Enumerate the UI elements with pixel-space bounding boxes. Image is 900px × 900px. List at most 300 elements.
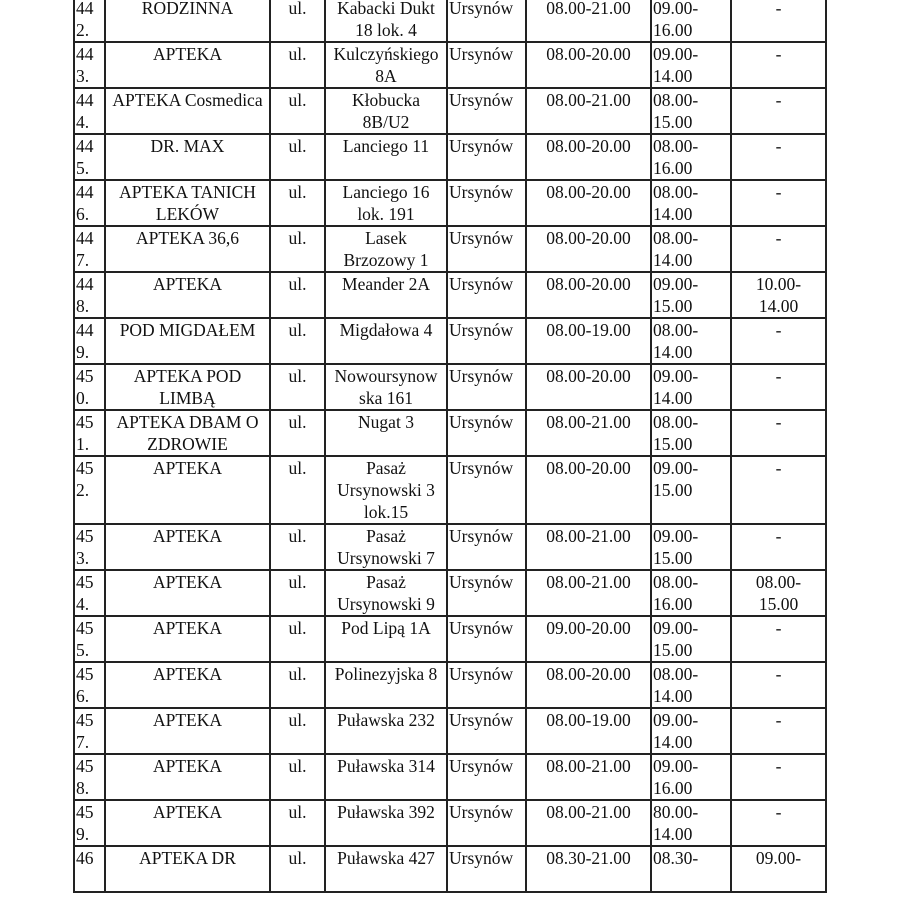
pharmacy-name-text: APTEKA TANICH: [119, 182, 256, 202]
cell-street-address: [325, 662, 447, 708]
cell-saturday-hours: [651, 708, 731, 754]
cell-weekday-hours: [526, 524, 651, 570]
cell-pharmacy-name: [105, 524, 270, 570]
row-number-text: 8.: [76, 296, 90, 316]
cell-sunday-hours: [731, 364, 826, 410]
saturday-hours-text: 08.00-: [653, 90, 699, 110]
cell-row-number: [74, 754, 105, 800]
street-type-text: ul.: [288, 664, 307, 684]
row-number-text: 4.: [76, 594, 90, 614]
cell-district: [447, 456, 526, 524]
cell-saturday-hours: [651, 524, 731, 570]
cell-weekday-hours: [526, 754, 651, 800]
cell-weekday-hours: [526, 662, 651, 708]
row-number-text: 46: [76, 848, 94, 868]
cell-row-number: [74, 318, 105, 364]
cell-row-number: [74, 272, 105, 318]
row-number-text: 45: [76, 526, 94, 546]
row-number-text: 1.: [76, 434, 90, 454]
street-type-text: ul.: [288, 274, 307, 294]
district-text: Ursynów: [449, 664, 514, 684]
sunday-hours-text: 14.00: [758, 296, 799, 316]
saturday-hours-text: 08.00-: [653, 136, 699, 156]
cell-street-address: [325, 570, 447, 616]
cell-district: [447, 134, 526, 180]
cell-pharmacy-name: [105, 226, 270, 272]
street-type-text: ul.: [288, 756, 307, 776]
row-number-text: 44: [76, 44, 94, 64]
cell-sunday-hours: [731, 272, 826, 318]
cell-district: [447, 524, 526, 570]
cell-street-type: [270, 410, 325, 456]
table-row: [74, 524, 826, 570]
cell-pharmacy-name: [105, 0, 270, 42]
cell-weekday-hours: [526, 410, 651, 456]
saturday-hours-text: 16.00: [653, 20, 693, 40]
pharmacy-name-text: APTEKA: [152, 274, 223, 294]
street-address-text: Ursynowski 3: [337, 480, 435, 500]
cell-weekday-hours: [526, 226, 651, 272]
district-text: Ursynów: [449, 228, 514, 248]
district-text: Ursynów: [449, 366, 514, 386]
pharmacy-name-text: APTEKA: [152, 44, 223, 64]
saturday-hours-text: 14.00: [653, 824, 693, 844]
cell-weekday-hours: [526, 456, 651, 524]
cell-pharmacy-name: [105, 570, 270, 616]
cell-pharmacy-name: [105, 456, 270, 524]
cell-row-number: [74, 662, 105, 708]
saturday-hours-text: 08.00-: [653, 412, 699, 432]
sunday-hours-text: -: [775, 136, 782, 156]
cell-saturday-hours: [651, 42, 731, 88]
street-type-text: ul.: [288, 572, 307, 592]
weekday-hours-text: 08.00-20.00: [546, 136, 631, 156]
street-address-text: Pasaż: [366, 458, 406, 478]
cell-street-address: [325, 134, 447, 180]
cell-street-address: [325, 272, 447, 318]
pharmacy-name-text: APTEKA: [152, 802, 223, 822]
street-address-text: 8B/U2: [362, 112, 410, 132]
pharmacy-name-text: APTEKA DBAM O: [116, 412, 259, 432]
saturday-hours-text: 08.00-: [653, 320, 699, 340]
row-number-text: 5.: [76, 640, 90, 660]
cell-row-number: [74, 616, 105, 662]
district-text: Ursynów: [449, 44, 514, 64]
row-number-text: 5.: [76, 158, 90, 178]
row-number-text: 6.: [76, 204, 90, 224]
cell-row-number: [74, 0, 105, 42]
street-type-text: ul.: [288, 802, 307, 822]
saturday-hours-text: 09.00-: [653, 618, 699, 638]
cell-pharmacy-name: [105, 410, 270, 456]
pharmacy-name-text: APTEKA: [152, 756, 223, 776]
street-address-text: Puławska 427: [337, 848, 435, 868]
street-type-text: ul.: [288, 90, 307, 110]
cell-street-address: [325, 318, 447, 364]
cell-saturday-hours: [651, 318, 731, 364]
pharmacy-hours-table: [73, 0, 827, 893]
cell-weekday-hours: [526, 180, 651, 226]
cell-sunday-hours: [731, 410, 826, 456]
district-text: Ursynów: [449, 90, 514, 110]
cell-street-address: [325, 410, 447, 456]
weekday-hours-text: 08.00-21.00: [546, 412, 631, 432]
sunday-hours-text: -: [775, 320, 782, 340]
street-address-text: Pasaż: [366, 526, 406, 546]
cell-pharmacy-name: [105, 662, 270, 708]
sunday-hours-text: 10.00-: [755, 274, 802, 294]
row-number-text: 3.: [76, 548, 90, 568]
table-row: [74, 88, 826, 134]
cell-district: [447, 318, 526, 364]
cell-street-address: [325, 180, 447, 226]
row-number-text: 44: [76, 274, 94, 294]
sunday-hours-text: -: [775, 412, 782, 432]
pharmacy-name-text: APTEKA: [152, 572, 223, 592]
street-type-text: ul.: [288, 182, 307, 202]
saturday-hours-text: 14.00: [653, 66, 693, 86]
weekday-hours-text: 08.00-19.00: [546, 710, 631, 730]
street-type-text: ul.: [288, 136, 307, 156]
weekday-hours-text: 08.00-19.00: [546, 320, 631, 340]
cell-weekday-hours: [526, 134, 651, 180]
pharmacy-name-text: POD MIGDAŁEM: [119, 320, 256, 340]
street-type-text: ul.: [288, 366, 307, 386]
cell-weekday-hours: [526, 364, 651, 410]
cell-saturday-hours: [651, 754, 731, 800]
cell-row-number: [74, 570, 105, 616]
table-row: [74, 272, 826, 318]
sunday-hours-text: -: [775, 228, 782, 248]
cell-street-address: [325, 754, 447, 800]
street-type-text: ul.: [288, 0, 307, 18]
pharmacy-name-text: APTEKA: [152, 664, 223, 684]
table-row: [74, 456, 826, 524]
sunday-hours-text: -: [775, 44, 782, 64]
cell-street-address: [325, 524, 447, 570]
street-type-text: ul.: [288, 710, 307, 730]
cell-street-type: [270, 662, 325, 708]
weekday-hours-text: 08.00-21.00: [546, 572, 631, 592]
sunday-hours-text: -: [775, 458, 782, 478]
row-number-text: 44: [76, 228, 94, 248]
table-row: [74, 364, 826, 410]
cell-sunday-hours: [731, 456, 826, 524]
cell-street-address: [325, 616, 447, 662]
weekday-hours-text: 08.00-21.00: [546, 0, 631, 18]
weekday-hours-text: 08.00-20.00: [546, 458, 631, 478]
table-row: [74, 180, 826, 226]
cell-district: [447, 272, 526, 318]
cell-street-address: [325, 456, 447, 524]
row-number-text: 8.: [76, 778, 90, 798]
cell-street-type: [270, 180, 325, 226]
row-number-text: 45: [76, 756, 94, 776]
cell-district: [447, 180, 526, 226]
saturday-hours-text: 08.00-: [653, 664, 699, 684]
street-address-text: Kulczyńskiego: [333, 44, 439, 64]
weekday-hours-text: 08.00-21.00: [546, 90, 631, 110]
table-row: [74, 0, 826, 42]
cell-street-type: [270, 570, 325, 616]
row-number-text: 45: [76, 572, 94, 592]
cell-street-type: [270, 0, 325, 42]
street-address-text: Lanciego 11: [342, 136, 430, 156]
street-address-text: Meander 2A: [342, 274, 430, 294]
district-text: Ursynów: [449, 710, 514, 730]
street-address-text: Kłobucka: [351, 90, 421, 110]
saturday-hours-text: 08.00-: [653, 182, 699, 202]
row-number-text: 44: [76, 90, 94, 110]
row-number-text: 4.: [76, 112, 90, 132]
weekday-hours-text: 08.00-21.00: [546, 756, 631, 776]
cell-street-address: [325, 88, 447, 134]
table-row: [74, 42, 826, 88]
row-number-text: 45: [76, 664, 94, 684]
table-row: [74, 662, 826, 708]
street-address-text: Puławska 314: [337, 756, 435, 776]
cell-pharmacy-name: [105, 272, 270, 318]
cell-row-number: [74, 708, 105, 754]
cell-sunday-hours: [731, 318, 826, 364]
cell-saturday-hours: [651, 364, 731, 410]
cell-pharmacy-name: [105, 180, 270, 226]
cell-street-type: [270, 524, 325, 570]
sunday-hours-text: -: [775, 618, 782, 638]
cell-sunday-hours: [731, 42, 826, 88]
cell-street-type: [270, 88, 325, 134]
cell-sunday-hours: [731, 226, 826, 272]
cell-sunday-hours: [731, 616, 826, 662]
saturday-hours-text: 08.30-: [653, 848, 699, 868]
cell-row-number: [74, 88, 105, 134]
cell-street-type: [270, 134, 325, 180]
cell-street-type: [270, 846, 325, 892]
row-number-text: 45: [76, 366, 94, 386]
district-text: Ursynów: [449, 572, 514, 592]
cell-district: [447, 88, 526, 134]
cell-district: [447, 42, 526, 88]
cell-sunday-hours: [731, 134, 826, 180]
saturday-hours-text: 14.00: [653, 250, 693, 270]
district-text: Ursynów: [449, 756, 514, 776]
table-row: [74, 708, 826, 754]
district-text: Ursynów: [449, 274, 514, 294]
street-type-text: ul.: [288, 526, 307, 546]
table-row: [74, 800, 826, 846]
street-address-text: Migdałowa 4: [339, 320, 433, 340]
pharmacy-name-text: RODZINNA: [141, 0, 234, 18]
cell-pharmacy-name: [105, 318, 270, 364]
street-type-text: ul.: [288, 618, 307, 638]
saturday-hours-text: 09.00-: [653, 44, 699, 64]
saturday-hours-text: 80.00-: [653, 802, 699, 822]
cell-district: [447, 570, 526, 616]
row-number-text: 45: [76, 412, 94, 432]
cell-pharmacy-name: [105, 616, 270, 662]
cell-sunday-hours: [731, 846, 826, 892]
cell-sunday-hours: [731, 754, 826, 800]
street-address-text: lok. 191: [357, 204, 415, 224]
cell-pharmacy-name: [105, 364, 270, 410]
cell-district: [447, 754, 526, 800]
saturday-hours-text: 16.00: [653, 594, 693, 614]
saturday-hours-text: 16.00: [653, 778, 693, 798]
saturday-hours-text: 15.00: [653, 548, 693, 568]
saturday-hours-text: 14.00: [653, 342, 693, 362]
cell-weekday-hours: [526, 88, 651, 134]
street-address-text: lok.15: [363, 502, 409, 522]
sunday-hours-text: -: [775, 366, 782, 386]
district-text: Ursynów: [449, 182, 514, 202]
cell-district: [447, 0, 526, 42]
table-row: [74, 410, 826, 456]
street-type-text: ul.: [288, 320, 307, 340]
row-number-text: 44: [76, 320, 94, 340]
cell-saturday-hours: [651, 800, 731, 846]
saturday-hours-text: 15.00: [653, 112, 693, 132]
row-number-text: 7.: [76, 732, 90, 752]
cell-pharmacy-name: [105, 42, 270, 88]
saturday-hours-text: 15.00: [653, 434, 693, 454]
street-address-text: Nugat 3: [358, 412, 414, 432]
sunday-hours-text: -: [775, 664, 782, 684]
street-address-text: Nowoursynow: [334, 366, 438, 386]
table-row: [74, 318, 826, 364]
pharmacy-name-text: APTEKA: [152, 710, 223, 730]
cell-weekday-hours: [526, 570, 651, 616]
weekday-hours-text: 08.00-21.00: [546, 802, 631, 822]
saturday-hours-text: 08.00-: [653, 572, 699, 592]
street-address-text: Brzozowy 1: [343, 250, 429, 270]
cell-street-type: [270, 708, 325, 754]
cell-row-number: [74, 410, 105, 456]
cell-weekday-hours: [526, 318, 651, 364]
cell-saturday-hours: [651, 570, 731, 616]
saturday-hours-text: 09.00-: [653, 0, 699, 18]
cell-weekday-hours: [526, 800, 651, 846]
row-number-text: 44: [76, 136, 94, 156]
cell-saturday-hours: [651, 616, 731, 662]
cell-street-address: [325, 846, 447, 892]
cell-sunday-hours: [731, 180, 826, 226]
sunday-hours-text: -: [775, 90, 782, 110]
pharmacy-name-text: APTEKA: [152, 526, 223, 546]
street-address-text: Lasek: [365, 228, 407, 248]
sunday-hours-text: 08.00-: [755, 572, 802, 592]
cell-district: [447, 662, 526, 708]
street-address-text: 18 lok. 4: [355, 20, 417, 40]
cell-street-type: [270, 456, 325, 524]
sunday-hours-text: -: [775, 0, 782, 18]
row-number-text: 44: [76, 0, 94, 18]
weekday-hours-text: 08.00-20.00: [546, 228, 631, 248]
cell-row-number: [74, 800, 105, 846]
cell-district: [447, 226, 526, 272]
row-number-text: 45: [76, 710, 94, 730]
cell-street-type: [270, 754, 325, 800]
district-text: Ursynów: [449, 458, 514, 478]
district-text: Ursynów: [449, 412, 514, 432]
pharmacy-name-text: APTEKA 36,6: [135, 228, 240, 248]
street-type-text: ul.: [288, 412, 307, 432]
saturday-hours-text: 14.00: [653, 204, 693, 224]
cell-street-type: [270, 318, 325, 364]
saturday-hours-text: 15.00: [653, 296, 693, 316]
cell-district: [447, 708, 526, 754]
cell-district: [447, 364, 526, 410]
cell-saturday-hours: [651, 134, 731, 180]
cell-row-number: [74, 226, 105, 272]
cell-street-type: [270, 364, 325, 410]
weekday-hours-text: 08.00-20.00: [546, 366, 631, 386]
cell-pharmacy-name: [105, 134, 270, 180]
street-address-text: Pod Lipą 1A: [341, 618, 431, 638]
row-number-text: 45: [76, 458, 94, 478]
pharmacy-name-text: APTEKA POD: [133, 366, 242, 386]
weekday-hours-text: 08.00-20.00: [546, 182, 631, 202]
sunday-hours-text: -: [775, 802, 782, 822]
cell-pharmacy-name: [105, 846, 270, 892]
row-number-text: 0.: [76, 388, 90, 408]
street-address-text: ska 161: [359, 388, 413, 408]
sunday-hours-text: -: [775, 182, 782, 202]
district-text: Ursynów: [449, 618, 514, 638]
cell-pharmacy-name: [105, 800, 270, 846]
table-row: [74, 570, 826, 616]
table-row: [74, 134, 826, 180]
street-type-text: ul.: [288, 848, 307, 868]
cell-weekday-hours: [526, 708, 651, 754]
cell-district: [447, 616, 526, 662]
street-address-text: Ursynowski 9: [337, 594, 435, 614]
pharmacy-name-text: APTEKA DR: [139, 848, 236, 868]
cell-street-address: [325, 0, 447, 42]
pharmacy-name-text: ZDROWIE: [147, 434, 228, 454]
cell-saturday-hours: [651, 846, 731, 892]
row-number-text: 6.: [76, 686, 90, 706]
table-row: [74, 754, 826, 800]
saturday-hours-text: 15.00: [653, 480, 693, 500]
cell-saturday-hours: [651, 662, 731, 708]
sunday-hours-text: -: [775, 710, 782, 730]
cell-row-number: [74, 364, 105, 410]
street-type-text: ul.: [288, 458, 307, 478]
cell-pharmacy-name: [105, 754, 270, 800]
row-number-text: 44: [76, 182, 94, 202]
table-body: [74, 0, 826, 892]
district-text: Ursynów: [449, 526, 514, 546]
cell-weekday-hours: [526, 0, 651, 42]
cell-sunday-hours: [731, 524, 826, 570]
pharmacy-name-text: APTEKA Cosmedica: [112, 90, 263, 110]
cell-saturday-hours: [651, 180, 731, 226]
district-text: Ursynów: [449, 848, 514, 868]
cell-street-address: [325, 226, 447, 272]
street-type-text: ul.: [288, 228, 307, 248]
cell-saturday-hours: [651, 272, 731, 318]
table-row: [74, 226, 826, 272]
cell-saturday-hours: [651, 410, 731, 456]
row-number-text: 45: [76, 802, 94, 822]
weekday-hours-text: 08.00-20.00: [546, 664, 631, 684]
saturday-hours-text: 16.00: [653, 158, 693, 178]
cell-row-number: [74, 180, 105, 226]
street-address-text: Polinezyjska 8: [334, 664, 438, 684]
table-row: [74, 616, 826, 662]
cell-row-number: [74, 456, 105, 524]
cell-sunday-hours: [731, 88, 826, 134]
